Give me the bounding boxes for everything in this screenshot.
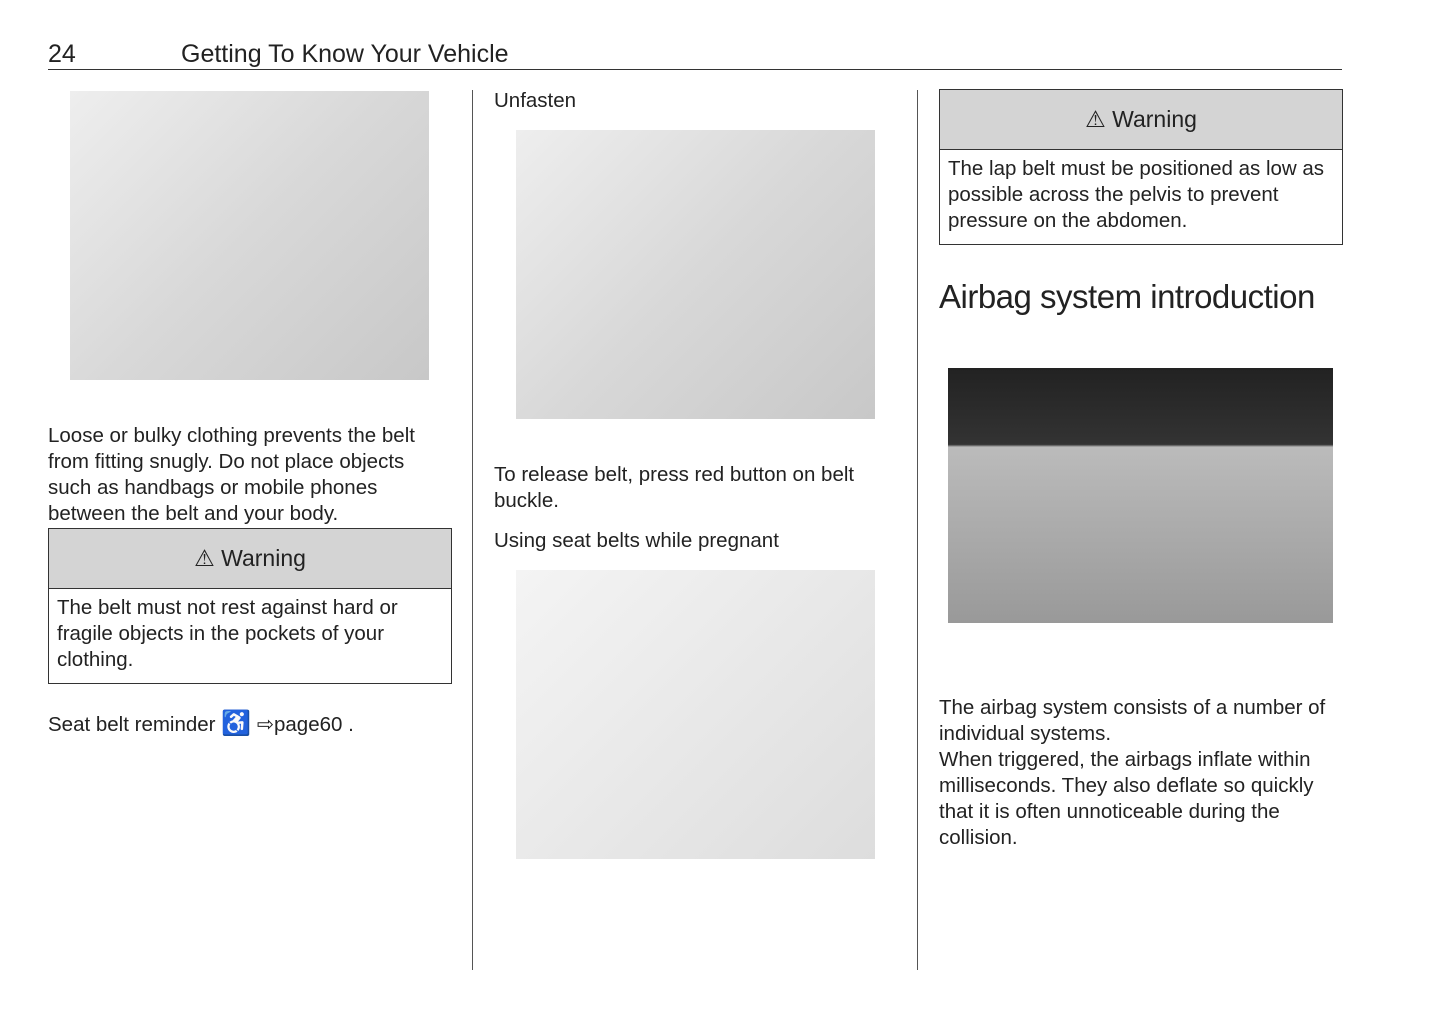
airbag-system-illustration (948, 368, 1333, 623)
warning-box (48, 528, 452, 684)
warning-body: The lap belt must be positioned as low as possible across the pelvis to prevent pressure on the abdomen. (948, 157, 1325, 232)
pregnant-belt-illustration (516, 570, 875, 859)
column-divider (472, 90, 473, 970)
header-rule (48, 69, 1342, 70)
buckle-release-illustration (516, 130, 875, 419)
reminder-text: Seat belt reminder (48, 713, 216, 736)
warning-box (939, 89, 1343, 245)
arrow-ref-icon: ⇨ (256, 713, 274, 736)
warning-body: The belt must not rest against hard or fragile objects in the pockets of your clothing. (57, 596, 398, 671)
section-title: Airbag system introduction (939, 278, 1315, 315)
warning-icon: ⚠ (1085, 106, 1113, 132)
warning-title: Warning (221, 545, 306, 571)
page-reference-link[interactable]: page60 . (274, 713, 354, 736)
pregnant-heading: Using seat belts while pregnant (494, 529, 779, 552)
warning-icon: ⚠ (194, 545, 222, 571)
seat-belt-reminder-line (48, 711, 354, 738)
page-header-title: Getting To Know Your Vehicle (181, 40, 509, 68)
unfasten-heading: Unfasten (494, 89, 577, 112)
airbag-paragraph-2: When triggered, the airbags inflate within milliseconds. They also deflate so quickly that it is often unnoticeable during the collision. (939, 748, 1314, 849)
column-divider (917, 90, 918, 970)
page-number: 24 (48, 40, 76, 68)
seat-belt-icon: ♿ (221, 710, 252, 737)
clothing-paragraph: Loose or bulky clothing prevents the belt from fitting snugly. Do not place objects such as handbags or mobile phones between the belt and your body. (48, 424, 415, 525)
release-paragraph: To release belt, press red button on belt buckle. (494, 463, 855, 512)
airbag-paragraph-1: The airbag system consists of a number of individual systems. (939, 696, 1326, 745)
warning-title: Warning (1112, 106, 1197, 132)
buckle-fasten-illustration (70, 91, 429, 380)
